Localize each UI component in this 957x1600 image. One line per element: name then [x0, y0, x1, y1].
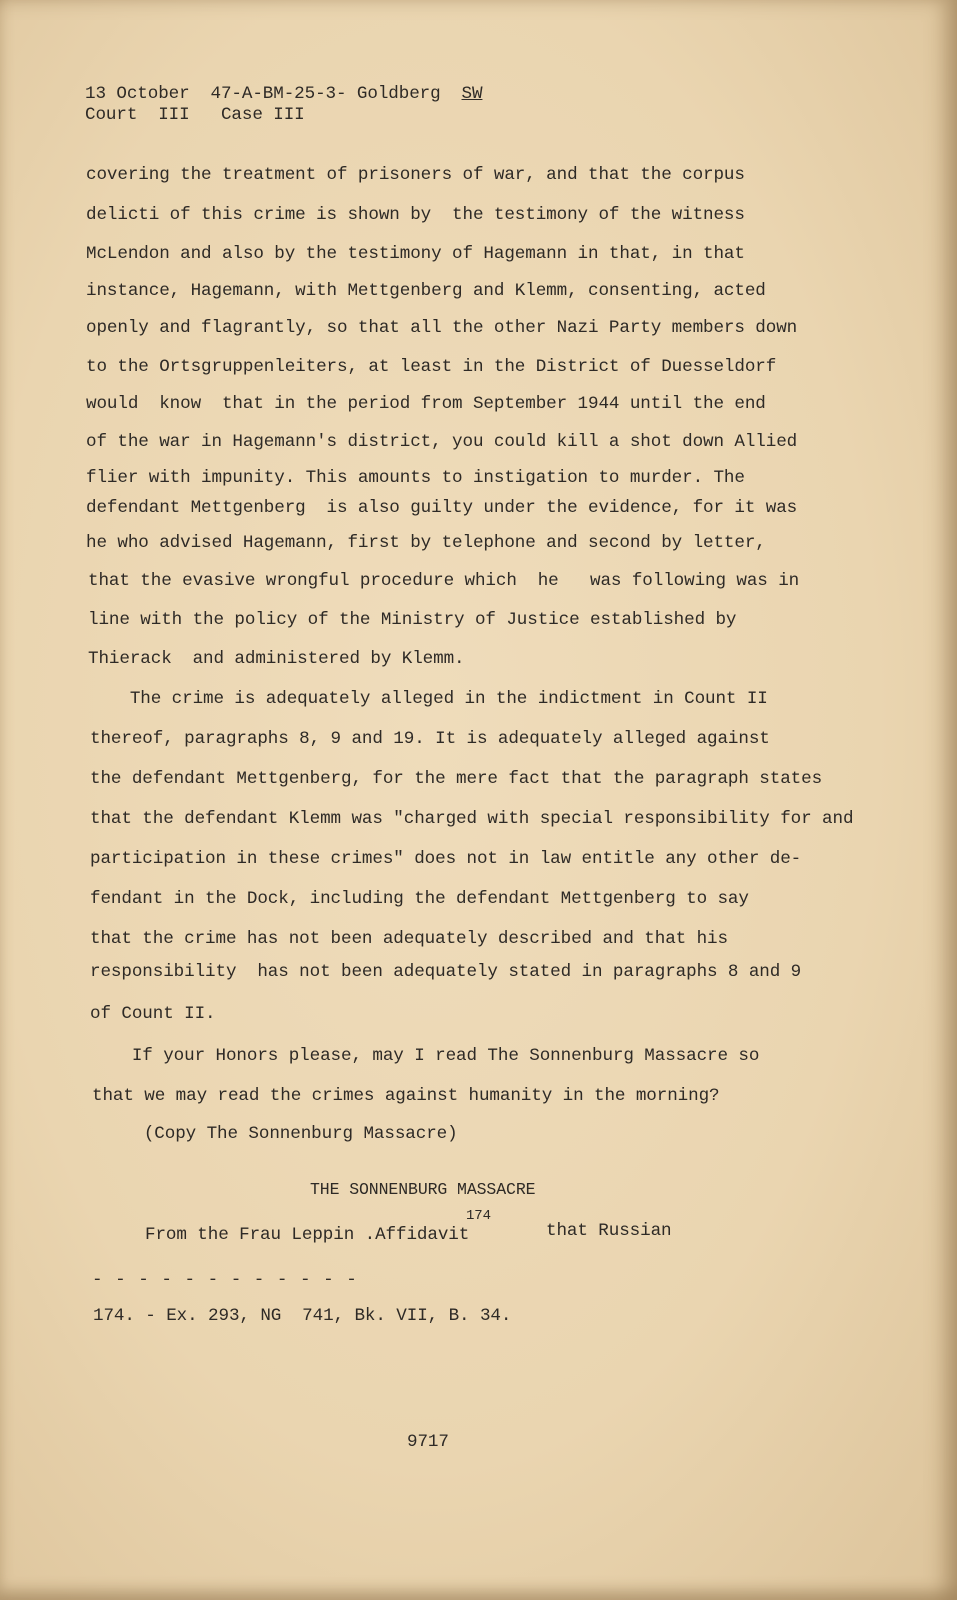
body-line: Thierack and administered by Klemm. [88, 649, 465, 669]
body-line: line with the policy of the Ministry of Justice established by [88, 610, 737, 630]
footnote: 174. - Ex. 293, NG 741, Bk. VII, B. 34. [93, 1306, 512, 1326]
body-line: of Count II. [90, 1004, 216, 1024]
body-line: delicti of this crime is shown by the testimony of the witness [86, 205, 745, 225]
body-line: The crime is adequately alleged in the indictment in Count II [88, 689, 768, 709]
body-line: instance, Hagemann, with Mettgenberg and Klemm, consenting, acted [86, 281, 766, 301]
body-line: openly and flagrantly, so that all the other Nazi Party members down [86, 318, 798, 338]
body-line: that the crime has not been adequately described and that his [90, 929, 728, 949]
body-line: fendant in the Dock, including the defendant Mettgenberg to say [90, 889, 749, 909]
body-line: that the defendant Klemm was "charged with special responsibility for and [90, 809, 854, 829]
footnote-mark: 174 [466, 1208, 491, 1224]
body-line: that the evasive wrongful procedure which he was following was in [88, 571, 800, 591]
affidavit-line [145, 1225, 469, 1245]
header-court: Court III Case III [85, 105, 305, 125]
body-line: participation in these crimes" does not in law entitle any other de- [90, 849, 802, 869]
body-line: to the Ortsgruppenleiters, at least in the District of Duesseldorf [86, 357, 777, 377]
page-number: 9717 [407, 1432, 449, 1452]
section-title: THE SONNENBURG MASSACRE [310, 1180, 536, 1199]
body-line: of the war in Hagemann's district, you could kill a shot down Allied [86, 432, 798, 452]
body-line: flier with impunity. This amounts to instigation to murder. The [86, 468, 745, 488]
header-initials: SW [461, 84, 483, 104]
body-line: the defendant Mettgenberg, for the mere fact that the paragraph states [90, 769, 823, 789]
header-ref: 47-A-BM-25-3- Goldberg [210, 84, 441, 104]
footnote-separator: - - - - - - - - - - - - [92, 1270, 358, 1290]
body-line: defendant Mettgenberg is also guilty under the evidence, for it was [86, 498, 798, 518]
affidavit-text: From the Frau Leppin .Affidavit [145, 1225, 470, 1245]
header-date: 13 October [85, 84, 190, 104]
header-line-1 [85, 84, 482, 104]
body-line: (Copy The Sonnenburg Massacre) [102, 1124, 458, 1144]
body-line: McLendon and also by the testimony of Hagemann in that, in that [86, 244, 745, 264]
body-line: If your Honors please, may I read The Sonnenburg Massacre so [90, 1046, 760, 1066]
body-line: would know that in the period from September 1944 until the end [86, 394, 766, 414]
affidavit-continuation: that Russian [546, 1221, 672, 1241]
body-line: covering the treatment of prisoners of war, and that the corpus [86, 165, 745, 185]
body-line: thereof, paragraphs 8, 9 and 19. It is adequately alleged against [90, 729, 770, 749]
body-line: responsibility has not been adequately stated in paragraphs 8 and 9 [90, 962, 802, 982]
body-line: he who advised Hagemann, first by telephone and second by letter, [86, 533, 766, 553]
body-line: that we may read the crimes against humanity in the morning? [92, 1086, 720, 1106]
